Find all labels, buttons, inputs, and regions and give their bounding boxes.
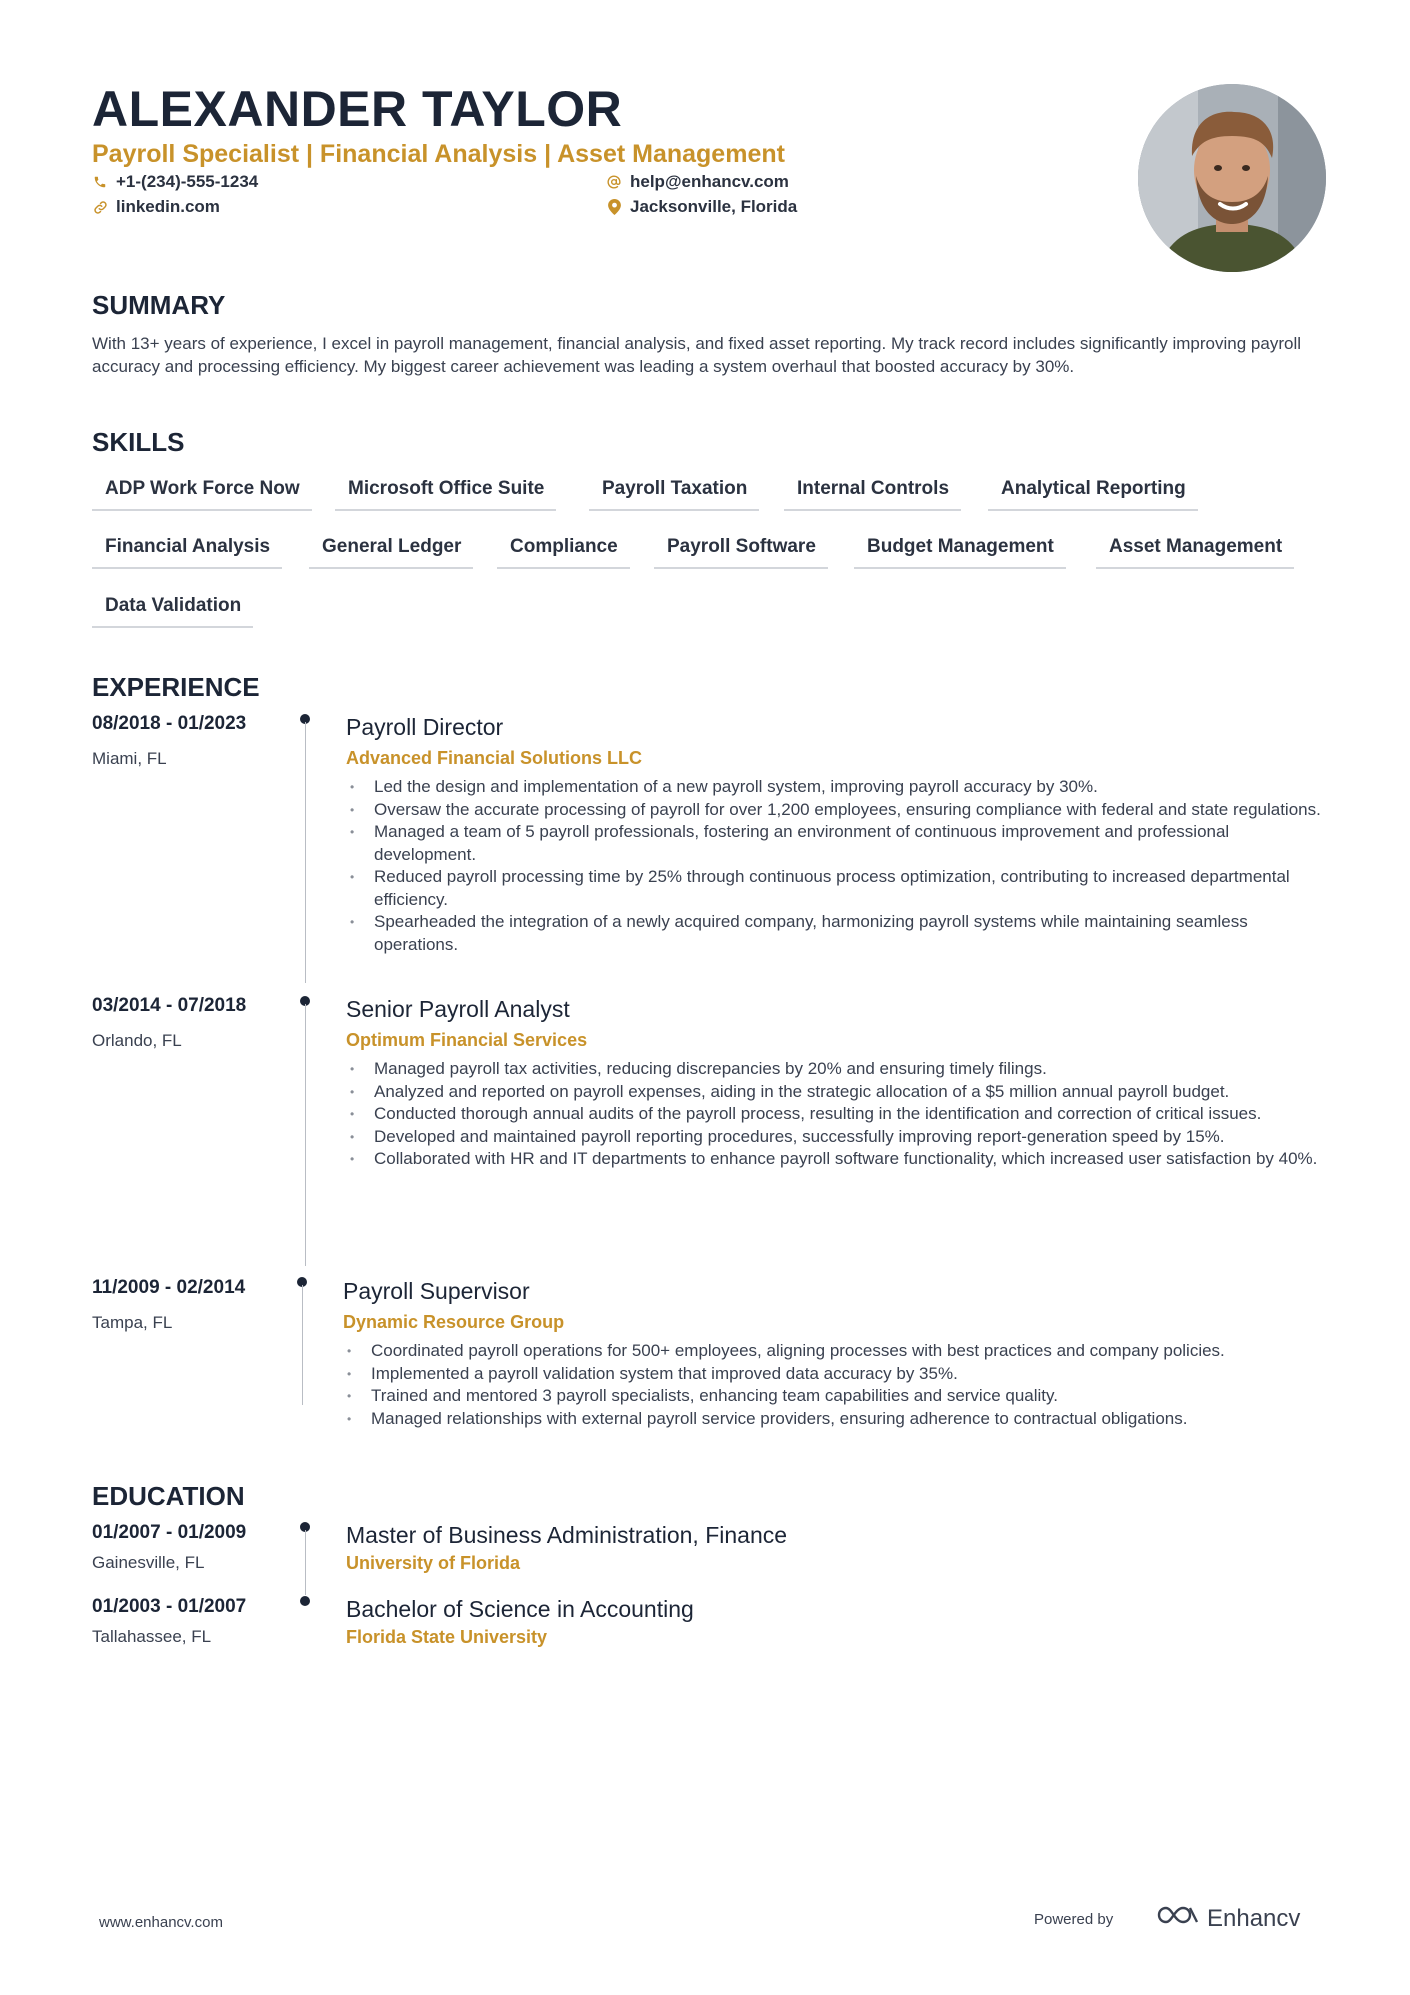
job-dates: 08/2018 - 01/2023 <box>92 713 247 734</box>
summary-text: With 13+ years of experience, I excel in payroll management, financial analysis, and fixed asset reporting. My track record includes significantly improving payroll accuracy and processing efficiency. My biggest career achievement was leading a system overhaul that boosted accuracy by 30%. <box>92 334 1301 376</box>
timeline-line <box>305 1530 306 1595</box>
list-item: • Managed relationships with external payroll service providers, ensuring adherence to contractual obligations. <box>343 1408 1328 1431</box>
list-item: • Developed and maintained payroll reporting procedures, successfully improving report-generation speed by 15%. <box>346 1126 1326 1149</box>
contact-linkedin[interactable] <box>92 197 220 217</box>
school-name: University of Florida <box>346 1553 521 1573</box>
company-name: Optimum Financial Services <box>346 1030 588 1050</box>
job-location: Tampa, FL <box>92 1313 173 1332</box>
skill-tag: Analytical Reporting <box>988 478 1198 511</box>
location-text: Jacksonville, Florida <box>630 197 798 216</box>
list-item: • Led the design and implementation of a new payroll system, improving payroll accuracy by 30%. <box>346 776 1326 799</box>
email-text[interactable]: help@enhancv.com <box>630 172 789 191</box>
education-location: Gainesville, FL <box>92 1553 205 1572</box>
list-item: • Oversaw the accurate processing of payroll for over 1,200 employees, ensuring compliance with federal and state regulations. <box>346 799 1326 822</box>
skill-tag: General Ledger <box>309 536 473 569</box>
contact-phone <box>92 172 258 192</box>
job-title: Senior Payroll Analyst <box>346 996 570 1022</box>
education-dates: 01/2003 - 01/2007 <box>92 1596 247 1617</box>
skill-tag: Internal Controls <box>784 478 961 511</box>
phone-text: +1-(234)-555-1234 <box>116 172 259 191</box>
candidate-name: ALEXANDER TAYLOR <box>92 81 623 137</box>
footer-url[interactable]: www.enhancv.com <box>99 1914 223 1931</box>
timeline-dot <box>300 1596 310 1606</box>
at-icon <box>606 175 622 189</box>
contact-email[interactable] <box>606 172 789 192</box>
skill-tag: Asset Management <box>1096 536 1294 569</box>
contact-location <box>606 197 797 217</box>
list-item: • Spearheaded the integration of a newly acquired company, harmonizing payroll systems while maintaining seamless operations. <box>346 911 1326 956</box>
skill-tag: ADP Work Force Now <box>92 478 312 511</box>
timeline-line <box>305 1004 306 1266</box>
link-icon <box>92 200 108 215</box>
job-location: Miami, FL <box>92 749 167 768</box>
skill-tag: Data Validation <box>92 595 253 628</box>
skill-tag: Budget Management <box>854 536 1066 569</box>
job-title: Payroll Supervisor <box>343 1278 530 1304</box>
list-item: • Analyzed and reported on payroll expenses, aiding in the strategic allocation of a $5 million annual payroll budget. <box>346 1081 1326 1104</box>
job-location: Orlando, FL <box>92 1031 182 1050</box>
linkedin-text[interactable]: linkedin.com <box>116 197 220 216</box>
skill-tag: Payroll Software <box>654 536 828 569</box>
summary-heading: SUMMARY <box>92 290 226 320</box>
experience-heading: EXPERIENCE <box>92 672 260 702</box>
list-item: • Trained and mentored 3 payroll specialists, enhancing team capabilities and service quality. <box>343 1385 1328 1408</box>
education-dates: 01/2007 - 01/2009 <box>92 1522 247 1543</box>
skill-tag: Microsoft Office Suite <box>335 478 556 511</box>
list-item: • Collaborated with HR and IT departments to enhance payroll software functionality, which increased user satisfaction by 40%. <box>346 1148 1326 1171</box>
list-item: • Conducted thorough annual audits of the payroll process, resulting in the identification and correction of critical issues. <box>346 1103 1326 1126</box>
education-heading: EDUCATION <box>92 1481 245 1511</box>
job-title: Payroll Director <box>346 714 504 740</box>
list-item: • Implemented a payroll validation system that improved data accuracy by 35%. <box>343 1363 1328 1386</box>
job-bullets <box>346 776 1326 956</box>
skill-tag: Compliance <box>497 536 630 569</box>
candidate-headline: Payroll Specialist | Financial Analysis | Asset Management <box>92 140 785 168</box>
job-dates: 11/2009 - 02/2014 <box>92 1277 246 1298</box>
job-bullets <box>343 1340 1328 1430</box>
list-item: • Managed a team of 5 payroll professionals, fostering an environment of continuous improvement and professional development. <box>346 821 1326 866</box>
company-name: Dynamic Resource Group <box>343 1312 565 1332</box>
school-name: Florida State University <box>346 1627 548 1647</box>
skill-tag: Financial Analysis <box>92 536 282 569</box>
skill-tag: Payroll Taxation <box>589 478 759 511</box>
education-location: Tallahassee, FL <box>92 1627 212 1646</box>
phone-icon <box>92 175 108 189</box>
job-dates: 03/2014 - 07/2018 <box>92 995 247 1016</box>
location-pin-icon <box>606 199 622 215</box>
list-item: • Reduced payroll processing time by 25% through continuous process optimization, contributing to increased departmental efficiency. <box>346 866 1326 911</box>
brand-logo[interactable] <box>1155 1904 1300 1933</box>
degree-title: Master of Business Administration, Finance <box>346 1522 788 1548</box>
avatar <box>1138 84 1326 272</box>
timeline-line <box>302 1285 303 1405</box>
job-bullets <box>346 1058 1326 1171</box>
list-item: • Coordinated payroll operations for 500+ employees, aligning processes with best practices and company policies. <box>343 1340 1328 1363</box>
powered-by-label: Powered by <box>1034 1911 1114 1928</box>
skills-heading: SKILLS <box>92 427 185 457</box>
timeline-line <box>305 722 306 983</box>
company-name: Advanced Financial Solutions LLC <box>346 748 643 768</box>
list-item: • Managed payroll tax activities, reducing discrepancies by 20% and ensuring timely filings. <box>346 1058 1326 1081</box>
infinity-logo-icon <box>1155 1904 1201 1933</box>
brand-name: Enhancv <box>1207 1904 1301 1932</box>
degree-title: Bachelor of Science in Accounting <box>346 1596 694 1622</box>
